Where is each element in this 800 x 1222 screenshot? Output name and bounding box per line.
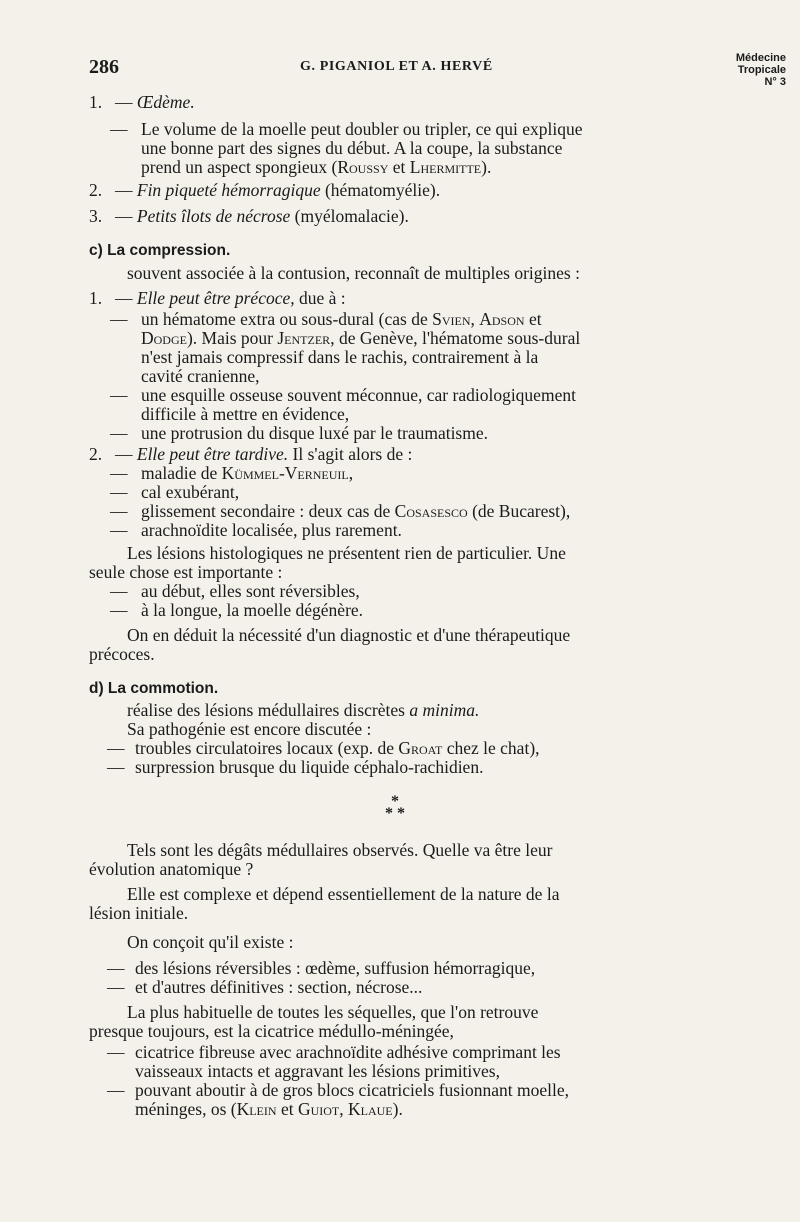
dash: —	[107, 757, 125, 777]
line-text: ).	[392, 1099, 403, 1119]
line-text: cicatrice fibreuse avec arachnoïdite adhésive comprimant les	[135, 1042, 561, 1062]
author-name: Klein	[236, 1099, 277, 1119]
dash: —	[110, 423, 128, 443]
line-text: seule chose est importante :	[89, 562, 283, 582]
item-number: 2.	[89, 444, 103, 464]
line-text: (myélomalacie).	[290, 206, 409, 226]
item-heading: Elle peut être tardive.	[136, 444, 289, 464]
item-heading: Fin piqueté hémorragique	[136, 180, 321, 200]
item-heading: Elle peut être précoce,	[136, 288, 295, 308]
dash: —	[110, 600, 128, 620]
item-number: 1.	[89, 288, 103, 308]
dash: —	[110, 309, 128, 329]
dash: —	[110, 520, 128, 540]
line-text: ,	[348, 463, 354, 483]
author-name: Dodge	[141, 328, 187, 348]
line-text: (de Bucarest),	[467, 501, 571, 521]
journal-line: Tropicale	[737, 64, 786, 76]
dash: —	[115, 444, 133, 464]
line-text: un hématome extra ou sous-dural (cas de	[141, 309, 433, 329]
line-text: Le volume de la moelle peut doubler ou tripler, ce qui explique	[141, 119, 583, 139]
line-text: prend un aspect spongieux (	[141, 157, 338, 177]
line-text: et	[524, 309, 542, 329]
page-header	[0, 52, 800, 96]
dash: —	[110, 501, 128, 521]
line-text: Elle est complexe et dépend essentiellement de la nature de la	[127, 884, 560, 904]
page-number: 286	[89, 56, 119, 78]
line-text: cal exubérant,	[141, 482, 240, 502]
line-text: ,	[339, 1099, 348, 1119]
dash: —	[107, 1042, 125, 1062]
asterisk: * *	[385, 805, 405, 822]
dash: —	[107, 738, 125, 758]
line-text: surpression brusque du liquide céphalo-rachidien.	[135, 757, 484, 777]
line-text: ,	[470, 309, 480, 329]
line-text: Il s'agit alors de :	[288, 444, 413, 464]
line-text: On conçoit qu'il existe :	[127, 932, 294, 952]
author-name: Jentzer	[277, 328, 331, 348]
line-text: réalise des lésions médullaires discrètes	[127, 700, 410, 720]
line-text: des lésions réversibles : œdème, suffusion hémorragique,	[135, 958, 536, 978]
item-number: 1.	[89, 92, 103, 112]
line-text: On en déduit la nécessité d'un diagnostic et d'une thérapeutique	[127, 625, 571, 645]
author-name: Klaue	[348, 1099, 393, 1119]
line-text: méninges, os (	[135, 1099, 237, 1119]
dash: —	[115, 206, 133, 226]
line-text: difficile à mettre en évidence,	[141, 404, 350, 424]
section-separator	[380, 793, 410, 822]
dash: —	[110, 482, 128, 502]
author-name: Svien	[432, 309, 471, 329]
line-text: ). Mais pour	[186, 328, 278, 348]
line-text: précoces.	[89, 644, 155, 664]
line-text: souvent associée à la contusion, reconnaît de multiples origines :	[127, 263, 580, 283]
asterisk: *	[391, 793, 399, 810]
item-number: 2.	[89, 180, 103, 200]
line-text: Les lésions histologiques ne présentent rien de particulier. Une	[127, 543, 566, 563]
item-heading: Petits îlots de nécrose	[136, 206, 291, 226]
line-text: La plus habituelle de toutes les séquelles, que l'on retrouve	[127, 1002, 539, 1022]
author-name: Kümmel-Verneuil	[221, 463, 349, 483]
line-text: maladie de	[141, 463, 222, 483]
line-text: au début, elles sont réversibles,	[141, 581, 360, 601]
line-text: une bonne part des signes du début. A la coupe, la substance	[141, 138, 563, 158]
author-name: Groat	[398, 738, 443, 758]
line-text: (hématomyélie).	[320, 180, 441, 200]
line-text: lésion initiale.	[89, 903, 189, 923]
dash: —	[110, 463, 128, 483]
dash: —	[110, 119, 128, 139]
section-heading: c) La compression.	[89, 242, 231, 259]
author-name: Guiot	[297, 1099, 340, 1119]
line-text: presque toujours, est la cicatrice médullo-méningée,	[89, 1021, 454, 1041]
line-text: et	[276, 1099, 298, 1119]
line-text: et d'autres définitives : section, nécrose...	[135, 977, 423, 997]
line-text: pouvant aboutir à de gros blocs cicatriciels fusionnant moelle,	[135, 1080, 569, 1100]
line-text: n'est jamais compressif dans le rachis, contrairement à la	[141, 347, 539, 367]
line-text: ).	[481, 157, 492, 177]
line-text: vaisseaux intacts et aggravant les lésions primitives,	[135, 1061, 500, 1081]
journal-line: N° 3	[764, 76, 786, 88]
line-text: évolution anatomique ?	[89, 859, 254, 879]
line-text: glissement secondaire : deux cas de	[141, 501, 395, 521]
line-text: troubles circulatoires locaux (exp. de	[135, 738, 399, 758]
author-name: Adson	[479, 309, 525, 329]
dash: —	[115, 288, 133, 308]
latin-term: a minima.	[409, 700, 480, 720]
dash: —	[107, 977, 125, 997]
line-text: due à :	[294, 288, 346, 308]
line-text: cavité cranienne,	[141, 366, 260, 386]
journal-line: Médecine	[735, 52, 786, 64]
dash: —	[115, 92, 133, 112]
dash: —	[107, 958, 125, 978]
item-number: 3.	[89, 206, 103, 226]
line-text: chez le chat),	[442, 738, 540, 758]
journal-mark	[736, 52, 786, 88]
line-text: , de Genève, l'hématome sous-dural	[330, 328, 581, 348]
author-name: Cosasesco	[394, 501, 468, 521]
line-text: Tels sont les dégâts médullaires observés. Quelle va être leur	[127, 840, 553, 860]
line-text: arachnoïdite localisée, plus rarement.	[141, 520, 402, 540]
running-title: G. PIGANIOL ET A. HERVÉ	[300, 59, 493, 74]
line-text: à la longue, la moelle dégénère.	[141, 600, 364, 620]
item-heading: Œdème.	[136, 92, 195, 112]
dash: —	[107, 1080, 125, 1100]
dash: —	[115, 180, 133, 200]
section-heading: d) La commotion.	[89, 680, 219, 697]
line-text: une esquille osseuse souvent méconnue, car radiologiquement	[141, 385, 576, 405]
line-text: et	[388, 157, 410, 177]
author-name: Roussy	[337, 157, 389, 177]
author-name: Lhermitte	[409, 157, 482, 177]
line-text: une protrusion du disque luxé par le traumatisme.	[141, 423, 489, 443]
dash: —	[110, 581, 128, 601]
dash: —	[110, 385, 128, 405]
line-text: Sa pathogénie est encore discutée :	[127, 719, 372, 739]
